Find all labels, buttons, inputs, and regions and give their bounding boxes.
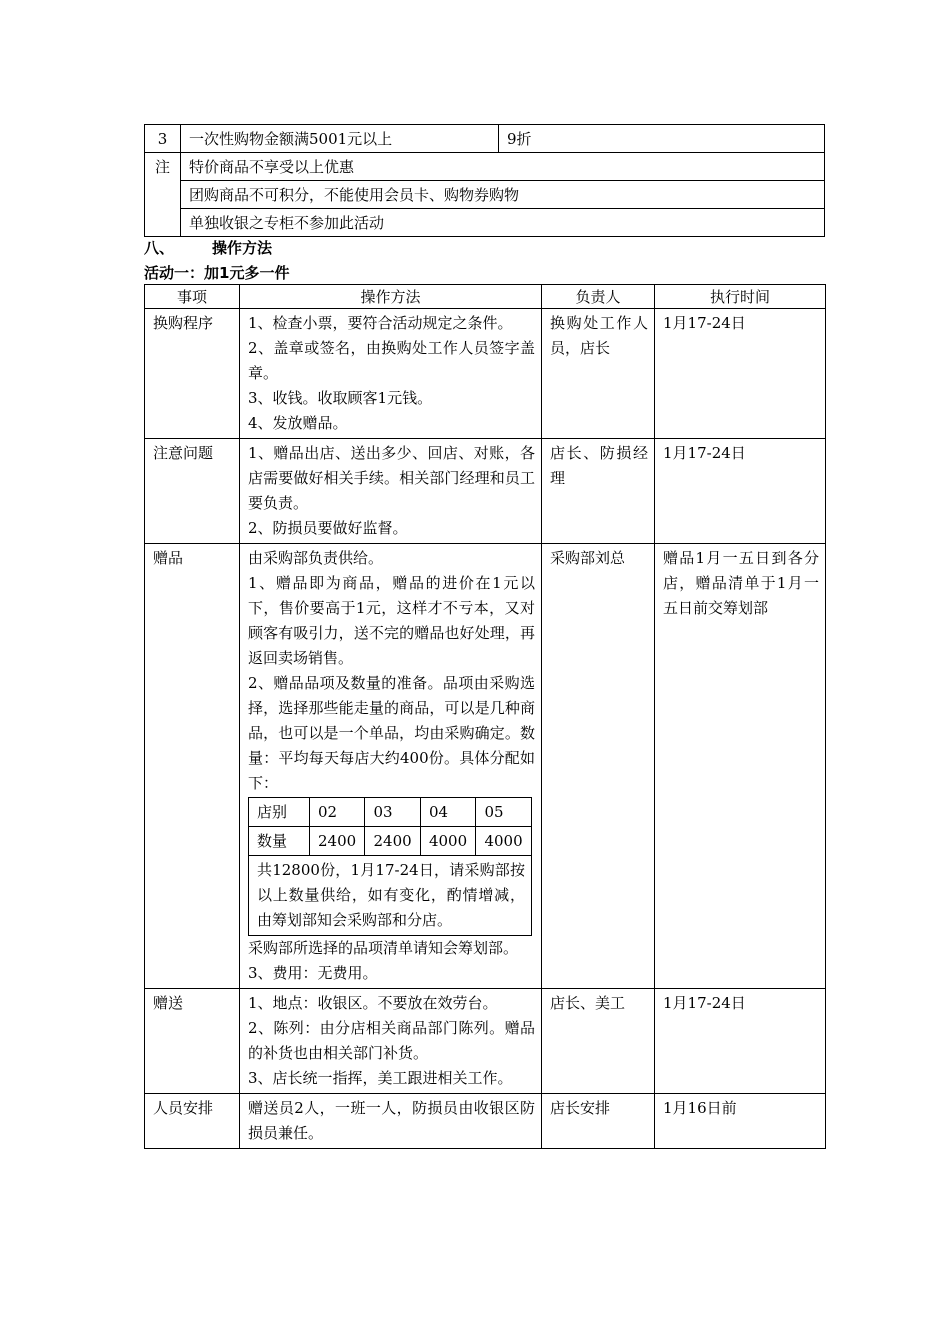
row-number: 3: [145, 125, 181, 153]
owner-cell: 换购处工作人员，店长: [542, 309, 655, 439]
alloc-cell: 数量: [249, 827, 310, 856]
method-line: 2、陈列：由分店相关商品部门陈列。赠品的补货也由相关部门补货。: [248, 1019, 535, 1062]
owner-cell: 店长安排: [542, 1094, 655, 1149]
section-number: 八、: [144, 239, 175, 257]
method-line: 4、发放赠品。: [248, 414, 348, 432]
item-cell: 注意问题: [145, 439, 240, 544]
alloc-cell: 4000: [476, 827, 532, 856]
method-line: 1、检查小票，要符合活动规定之条件。: [248, 314, 513, 332]
note-item: 特价商品不享受以上优惠: [181, 153, 825, 181]
note-item: 团购商品不可积分，不能使用会员卡、购物券购物: [181, 181, 825, 209]
table-row: [145, 544, 826, 989]
table-row: [145, 439, 826, 544]
section-heading: [144, 238, 272, 258]
notes-label: 注: [145, 153, 181, 237]
item-cell: 赠送: [145, 989, 240, 1094]
alloc-cell: 2400: [310, 827, 365, 856]
allocation-note: 共12800份，1月17-24日，请采购部按以上数量供给，如有变化，酌情增减，由筹划部知会采购部和分店。: [249, 856, 532, 936]
allocation-row: [249, 798, 532, 827]
method-cell: [240, 439, 542, 544]
time-cell: 1月17-24日: [655, 439, 826, 544]
method-line: 赠送员2人，一班一人，防损员由收银区防损员兼任。: [248, 1099, 535, 1142]
header-time: 执行时间: [655, 285, 826, 309]
owner-cell: 店长、美工: [542, 989, 655, 1094]
method-line: 1、赠品出店、送出多少、回店、对账，各店需要做好相关手续。相关部门经理和员工要负责。: [248, 444, 535, 512]
method-cell: [240, 1094, 542, 1149]
discount-table: [144, 124, 825, 237]
table-row: [145, 209, 825, 237]
header-item: 事项: [145, 285, 240, 309]
table-row: [145, 309, 826, 439]
method-line: 3、店长统一指挥，美工跟进相关工作。: [248, 1069, 513, 1087]
header-method: 操作方法: [240, 285, 542, 309]
operations-table: [144, 284, 826, 1149]
alloc-cell: 05: [476, 798, 532, 827]
allocation-row: [249, 856, 532, 936]
condition-cell: 一次性购物金额满5001元以上: [181, 125, 499, 153]
method-line: 2、防损员要做好监督。: [248, 519, 408, 537]
alloc-cell: 4000: [420, 827, 475, 856]
method-cell: [240, 309, 542, 439]
table-row: [145, 153, 825, 181]
owner-cell: 店长、防损经理: [542, 439, 655, 544]
alloc-cell: 店别: [249, 798, 310, 827]
time-cell: 赠品1月一五日到各分店，赠品清单于1月一五日前交筹划部: [655, 544, 826, 989]
item-cell: 人员安排: [145, 1094, 240, 1149]
item-cell: 换购程序: [145, 309, 240, 439]
alloc-cell: 04: [420, 798, 475, 827]
item-cell: 赠品: [145, 544, 240, 989]
table-header-row: [145, 285, 826, 309]
method-line: 3、收钱。收取顾客1元钱。: [248, 389, 433, 407]
discount-cell: 9折: [499, 125, 825, 153]
table-row: [145, 1094, 826, 1149]
allocation-row: [249, 827, 532, 856]
time-cell: 1月17-24日: [655, 989, 826, 1094]
allocation-table: [248, 797, 532, 936]
header-owner: 负责人: [542, 285, 655, 309]
table-row: [145, 181, 825, 209]
note-item: 单独收银之专柜不参加此活动: [181, 209, 825, 237]
section-title: 操作方法: [212, 239, 273, 257]
table-row: [145, 125, 825, 153]
time-cell: 1月16日前: [655, 1094, 826, 1149]
method-line: 2、赠品品项及数量的准备。品项由采购选择，选择那些能走量的商品，可以是几种商品，也可以是一个单品，均由采购确定。数量：平均每天每店大约400份。具体分配如下：: [248, 674, 535, 792]
method-cell: [240, 544, 542, 989]
time-cell: 1月17-24日: [655, 309, 826, 439]
table-row: [145, 989, 826, 1094]
activity-title: 活动一：加1元多一件: [144, 264, 290, 282]
method-line: 采购部所选择的品项清单请知会筹划部。: [248, 939, 519, 957]
method-line: 1、地点：收银区。不要放在效劳台。: [248, 994, 498, 1012]
alloc-cell: 02: [310, 798, 365, 827]
method-line: 由采购部负责供给。: [248, 549, 384, 567]
owner-cell: 采购部刘总: [542, 544, 655, 989]
alloc-cell: 2400: [365, 827, 420, 856]
method-line: 1、赠品即为商品，赠品的进价在1元以下，售价要高于1元，这样才不亏本，又对顾客有吸引力，送不完的赠品也好处理，再返回卖场销售。: [248, 574, 535, 667]
alloc-cell: 03: [365, 798, 420, 827]
method-line: 3、费用：无费用。: [248, 964, 378, 982]
method-cell: [240, 989, 542, 1094]
method-line: 2、盖章或签名，由换购处工作人员签字盖章。: [248, 339, 535, 382]
